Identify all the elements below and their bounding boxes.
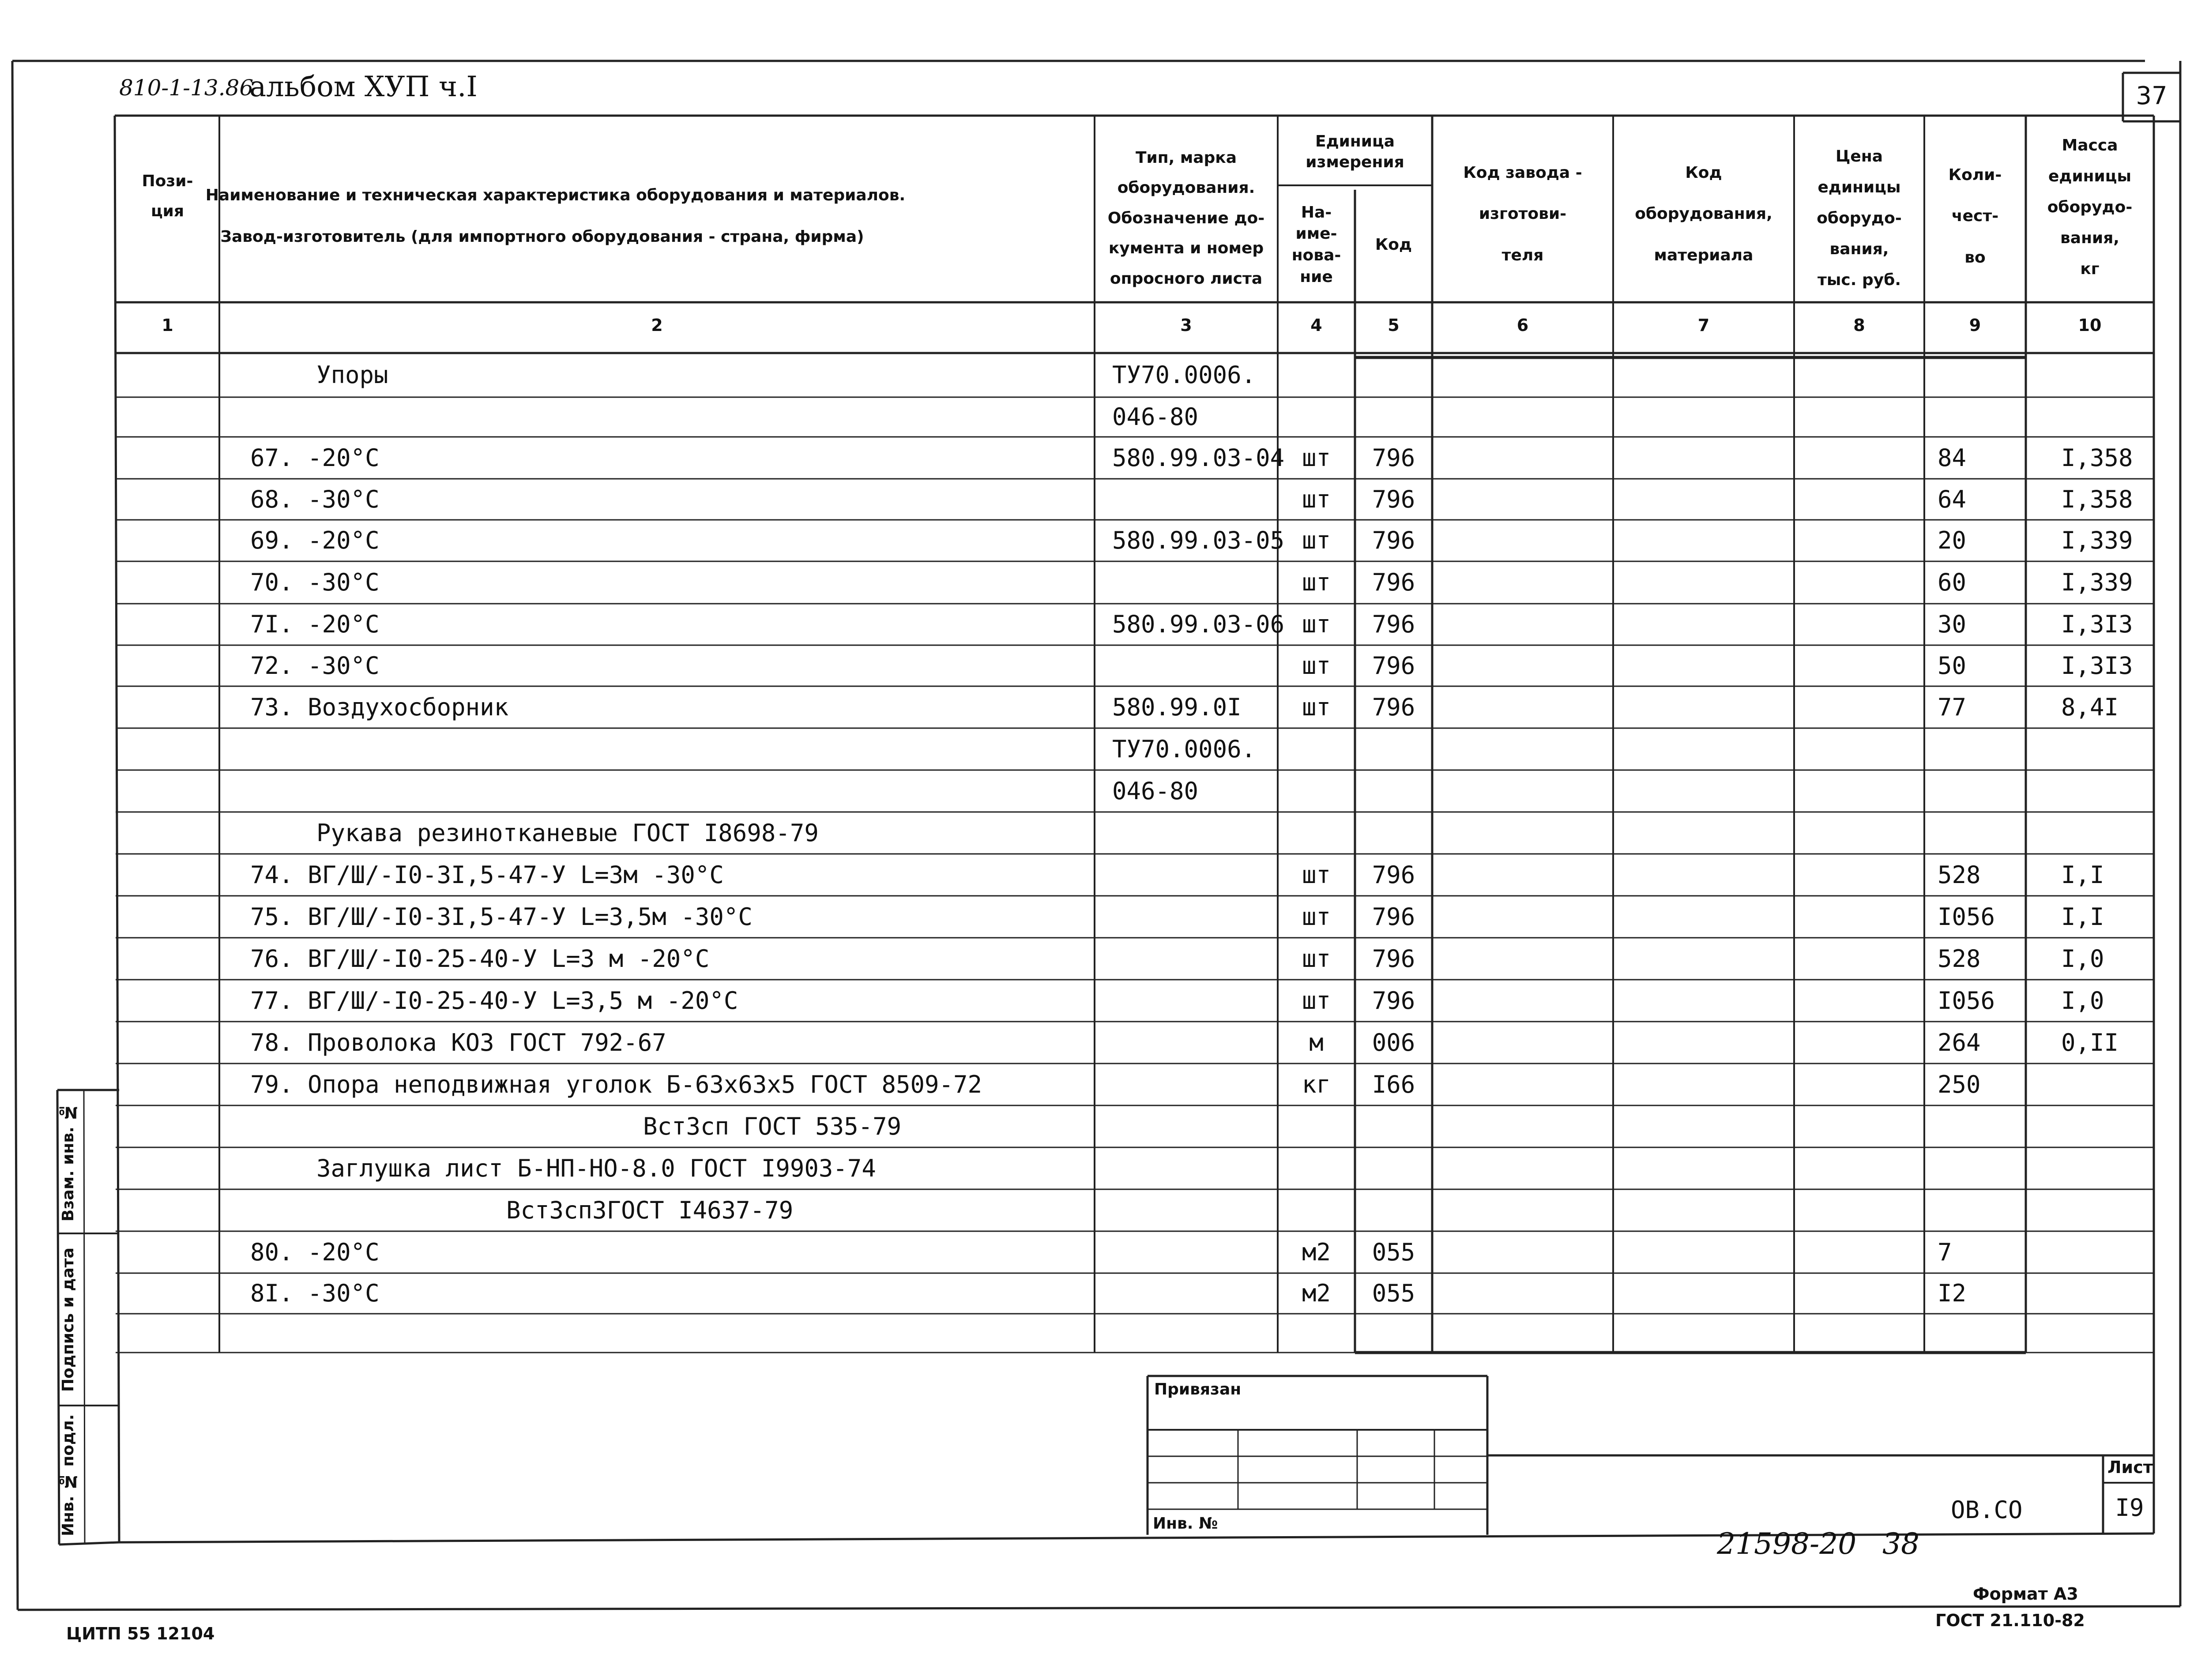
row-doc: 580.99.03-06	[1112, 610, 1285, 638]
album-title: альбом ХУП ч.I	[249, 71, 478, 103]
side-label-zam-inv: Взам. инв. №	[59, 1103, 77, 1222]
side-label-signature-date: Подпись и дата	[59, 1248, 77, 1392]
column-number-3: 3	[1180, 316, 1192, 335]
row-name: 80. -20°С	[250, 1238, 380, 1266]
row-doc: 580.99.03-05	[1112, 526, 1285, 554]
col-header-factory-code: Код завода - изготови- теля	[1463, 163, 1582, 264]
row-code: I66	[1372, 1070, 1415, 1098]
side-label-inv-podl: Инв. № подл.	[59, 1414, 77, 1536]
row-code: 796	[1372, 693, 1415, 721]
column-number-9: 9	[1969, 316, 1981, 335]
row-mass: I,0	[2061, 944, 2104, 973]
row-unit: шт	[1302, 651, 1331, 680]
row-unit: шт	[1302, 485, 1331, 513]
stamp-sheet-label: Лист	[2107, 1458, 2153, 1477]
row-name: ВстЗсп ГОСТ 535-79	[643, 1112, 902, 1140]
row-mass: I,3I3	[2061, 651, 2133, 680]
column-number-1: 1	[162, 316, 173, 335]
row-qty: 50	[1938, 651, 1967, 680]
column-number-5: 5	[1388, 316, 1400, 335]
row-code: 055	[1372, 1279, 1415, 1307]
row-unit: м	[1309, 1028, 1324, 1056]
col-header-mass: Масса единицы оборудо- вания, кг	[2047, 136, 2133, 278]
row-qty: 64	[1938, 485, 1967, 513]
row-qty: 264	[1938, 1028, 1981, 1056]
row-name: 7I. -20°С	[250, 610, 380, 638]
row-code: 796	[1372, 861, 1415, 889]
stamp-privyazan: Привязан	[1154, 1380, 1242, 1398]
format-label: Формат А3	[1973, 1584, 2078, 1604]
row-name: 74. ВГ/Ш/-I0-3I,5-47-У L=3м -30°С	[250, 861, 724, 889]
row-name: 77. ВГ/Ш/-I0-25-40-У L=3,5 м -20°С	[250, 986, 738, 1015]
row-unit: шт	[1302, 693, 1331, 721]
row-name: 73. Воздухосборник	[250, 693, 509, 721]
row-code: 796	[1372, 443, 1415, 472]
row-mass: I,I	[2061, 861, 2104, 889]
row-code: 796	[1372, 986, 1415, 1015]
row-unit: шт	[1302, 986, 1331, 1015]
row-doc: ТУ70.0006.	[1112, 735, 1256, 763]
row-mass: I,339	[2061, 526, 2133, 554]
row-mass: I,358	[2061, 443, 2133, 472]
row-qty: I056	[1938, 986, 1995, 1015]
row-unit: кг	[1302, 1070, 1331, 1098]
gost-label: ГОСТ 21.110-82	[1935, 1611, 2085, 1630]
row-code: 796	[1372, 526, 1415, 554]
row-name: ВстЗсп3ГОСТ I4637-79	[506, 1196, 794, 1224]
row-code: 796	[1372, 610, 1415, 638]
row-name: 8I. -30°С	[250, 1279, 380, 1307]
row-qty: I056	[1938, 902, 1995, 931]
row-doc: 580.99.03-04	[1112, 443, 1285, 472]
row-qty: 20	[1938, 526, 1967, 554]
column-number-7: 7	[1697, 316, 1710, 335]
handwritten-code: 810-1-13.86	[119, 75, 254, 101]
row-mass: I,3I3	[2061, 610, 2133, 638]
stamp-inv-no: Инв. №	[1153, 1515, 1218, 1533]
column-number-8: 8	[1853, 316, 1865, 335]
row-code: 006	[1372, 1028, 1415, 1056]
column-number-2: 2	[651, 316, 663, 335]
col-header-unit-group: Единица измерения	[1306, 132, 1404, 171]
row-qty: 250	[1938, 1070, 1981, 1098]
col-header-price: Цена единицы оборудо- вания, тыс. руб.	[1817, 147, 1902, 289]
row-qty: 84	[1938, 443, 1967, 472]
row-unit: м2	[1302, 1279, 1331, 1307]
row-unit: шт	[1302, 526, 1331, 554]
column-number-10: 10	[2078, 316, 2102, 335]
col-header-name: Наименование и техническая характеристика оборудования и материалов. Завод-изготовитель (для импортного оборудования - страна, фирма)	[205, 186, 906, 246]
row-name: Заглушка лист Б-НП-НО-8.0 ГОСТ I9903-74	[316, 1154, 876, 1182]
row-name: 70. -30°С	[250, 568, 380, 596]
col-header-quantity: Коли- чест- во	[1948, 165, 2002, 267]
row-qty: 528	[1938, 944, 1981, 973]
row-unit: шт	[1302, 944, 1331, 973]
row-name: 76. ВГ/Ш/-I0-25-40-У L=3 м -20°С	[250, 944, 710, 973]
row-qty: 30	[1938, 610, 1967, 638]
row-unit: шт	[1302, 568, 1331, 596]
col-header-equipment-code: Код оборудования, материала	[1635, 163, 1772, 264]
row-qty: 60	[1938, 568, 1967, 596]
row-doc: ТУ70.0006.	[1112, 361, 1256, 389]
handwritten-page: 38	[1882, 1527, 1919, 1561]
row-mass: 8,4I	[2061, 693, 2119, 721]
row-code: 796	[1372, 902, 1415, 931]
row-mass: I,339	[2061, 568, 2133, 596]
handwritten-number: 21598-20	[1717, 1527, 1857, 1561]
stamp-sheet-value: I9	[2115, 1494, 2144, 1522]
stamp-doc-code: ОВ.СО	[1951, 1496, 2023, 1524]
row-doc: 580.99.0I	[1112, 693, 1242, 721]
row-code: 796	[1372, 485, 1415, 513]
row-unit: шт	[1302, 610, 1331, 638]
row-qty: 528	[1938, 861, 1981, 889]
row-mass: 0,II	[2061, 1028, 2119, 1056]
row-name: Упоры	[316, 361, 388, 389]
page-number: 37	[2136, 82, 2167, 110]
row-code: 796	[1372, 568, 1415, 596]
col-header-unit-code: Код	[1375, 235, 1412, 254]
row-name: 75. ВГ/Ш/-I0-3I,5-47-У L=3,5м -30°С	[250, 902, 753, 931]
row-code: 796	[1372, 651, 1415, 680]
column-number-6: 6	[1516, 316, 1529, 335]
col-header-position: Пози- ция	[142, 172, 193, 220]
row-qty: 7	[1938, 1238, 1952, 1266]
row-code: 796	[1372, 944, 1415, 973]
row-qty: I2	[1938, 1279, 1967, 1307]
row-name: 67. -20°С	[250, 443, 380, 472]
row-code: 055	[1372, 1238, 1415, 1266]
cintp-label: ЦИТП 55 12104	[66, 1624, 215, 1643]
row-mass: I,I	[2061, 902, 2104, 931]
row-name: 72. -30°С	[250, 651, 380, 680]
row-name: 78. Проволока КОЗ ГОСТ 792-67	[250, 1028, 666, 1056]
row-name: Рукава резинотканевые ГОСТ I8698-79	[316, 819, 819, 847]
row-doc: 046-80	[1112, 403, 1199, 431]
row-unit: м2	[1302, 1238, 1331, 1266]
row-mass: I,358	[2061, 485, 2133, 513]
col-header-type: Тип, марка оборудования. Обозначение до- кумента и номер опросного листа	[1107, 149, 1265, 288]
row-unit: шт	[1302, 443, 1331, 472]
row-mass: I,0	[2061, 986, 2104, 1015]
row-qty: 77	[1938, 693, 1967, 721]
row-unit: шт	[1302, 902, 1331, 931]
row-name: 69. -20°С	[250, 526, 380, 554]
col-header-unit-name: На- име- нова- ние	[1291, 203, 1341, 286]
row-unit: шт	[1302, 861, 1331, 889]
row-name: 68. -30°С	[250, 485, 380, 513]
column-number-4: 4	[1310, 316, 1322, 335]
row-doc: 046-80	[1112, 777, 1199, 805]
row-name: 79. Опора неподвижная уголок Б-63х63х5 ГОСТ 8509-72	[250, 1070, 982, 1098]
